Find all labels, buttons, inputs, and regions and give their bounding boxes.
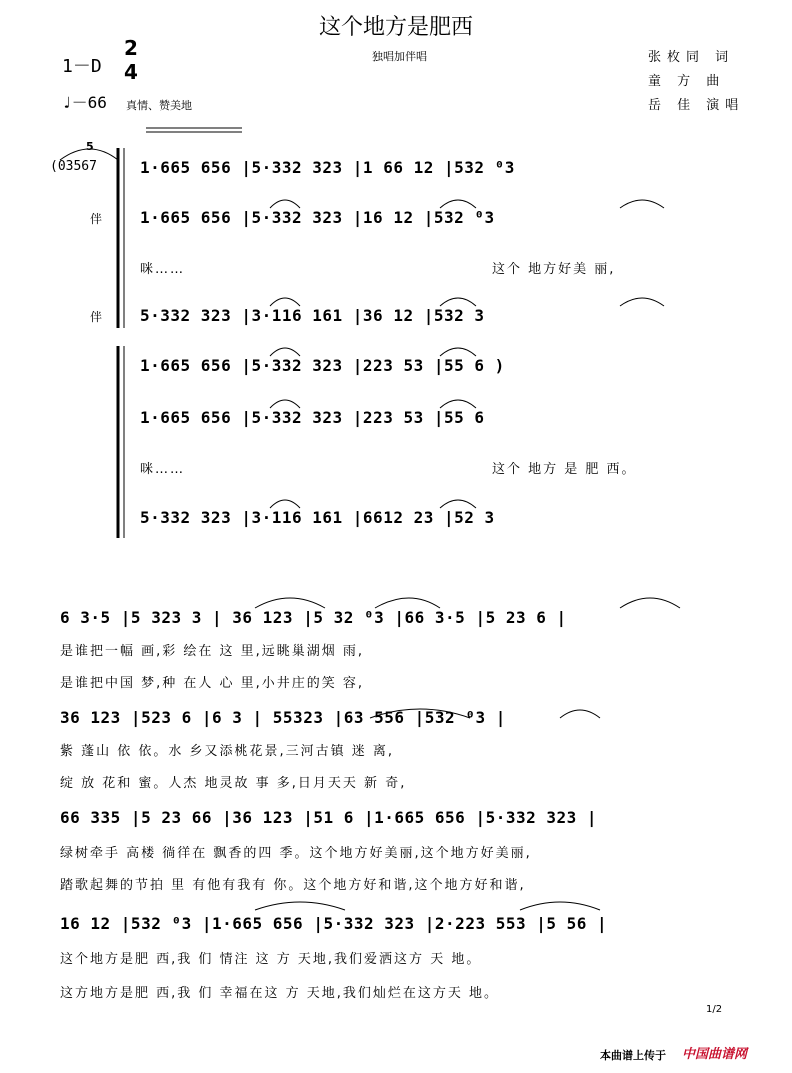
site-logo: 中国曲谱网 (682, 1047, 748, 1062)
system2-line: 1·665 656 |5·332 323 |223 53 |55 6 (140, 408, 485, 427)
credit-singer: 岳 佳 演唱 (648, 98, 745, 113)
key-signature: 1－D (62, 56, 102, 77)
slur (620, 598, 680, 608)
slur (520, 902, 600, 910)
part-label: 伴 (90, 310, 103, 324)
slur (255, 902, 345, 910)
slur (255, 598, 325, 608)
system2-lyric-right: 这个 地方 是 肥 西。 (492, 462, 637, 477)
quarter-note-icon: ♩ (62, 93, 72, 112)
slur (440, 500, 476, 508)
slur (620, 200, 664, 208)
footer-text: 本曲谱上传于 (600, 1049, 666, 1062)
melody-lyric: 踏歌起舞的节拍 里 有他有我有 你。这个地方好和谐,这个地方好和谐, (60, 878, 526, 893)
time-top: 2 (124, 36, 138, 60)
subtitle: 独唱加伴唱 (372, 50, 427, 63)
system1-line: 1·665 656 |5·332 323 |1 66 12 |532 ⁰3 (140, 158, 515, 177)
part-label: 伴 (90, 212, 103, 226)
slur (620, 298, 664, 306)
system1-line: 5·332 323 |3·116 161 |36 12 |532 3 (140, 306, 485, 325)
slur (440, 400, 476, 408)
melody-notes: 6 3·5 |5 323 3 | 36 123 |5 32 ⁰3 |66 3·5 |5 23 6 | (60, 608, 567, 627)
melody-lyric: 这方地方是肥 西,我 们 幸福在这 方 天地,我们灿烂在这方天 地。 (60, 986, 500, 1001)
system2-lyric-left: 咪…… (140, 462, 186, 477)
intro-notes: (03567 (50, 159, 97, 174)
slur (270, 348, 300, 356)
slur (560, 710, 600, 718)
credit-lyricist: 张枚同 词 (648, 50, 735, 65)
intro-count: 5 (86, 140, 94, 153)
page-title: 这个地方是肥西 (318, 15, 473, 40)
credit-composer: 童 方 曲 (648, 74, 726, 89)
slur (270, 500, 300, 508)
system1-line: 1·665 656 |5·332 323 |16 12 |532 ⁰3 (140, 208, 495, 227)
melody-notes: 66 335 |5 23 66 |36 123 |51 6 |1·665 656 |5·332 323 | (60, 808, 598, 827)
page-number: 1/2 (706, 1004, 723, 1015)
slur (270, 400, 300, 408)
slur (440, 298, 476, 306)
slur (440, 348, 476, 356)
tempo-value: －66 (71, 93, 107, 112)
slur (375, 598, 440, 608)
melody-lyric: 这个地方是肥 西,我 们 情注 这 方 天地,我们爱洒这方 天 地。 (60, 952, 482, 967)
slur (270, 200, 300, 208)
slur (270, 298, 300, 306)
melody-lyric: 紫 蓬山 依 依。水 乡又添桃花景,三河古镇 迷 离, (60, 744, 395, 759)
mood-marking: 真情、赞美地 (126, 99, 192, 112)
time-signature (124, 36, 138, 84)
melody-notes: 16 12 |532 ⁰3 |1·665 656 |5·332 323 |2·223 553 |5 56 | (60, 914, 608, 933)
time-bottom: 4 (124, 60, 138, 84)
melody-lyric: 是谁把一幅 画,彩 绘在 这 里,远眺巢湖烟 雨, (60, 644, 365, 659)
melody-lyric: 是谁把中国 梦,种 在人 心 里,小井庄的笑 容, (60, 676, 365, 691)
tempo-marking (62, 90, 107, 113)
melody-lyric: 绽 放 花和 蜜。人杰 地灵故 事 多,日月天天 新 奇, (60, 776, 407, 791)
system2-line: 5·332 323 |3·116 161 |6612 23 |52 3 (140, 508, 495, 527)
system1-lyric-right: 这个 地方好美 丽, (492, 262, 616, 277)
melody-lyric: 绿树牵手 高楼 徜徉在 飘香的四 季。这个地方好美丽,这个地方好美丽, (60, 846, 532, 861)
system2-line: 1·665 656 |5·332 323 |223 53 |55 6 ) (140, 356, 505, 375)
melody-notes: 36 123 |523 6 |6 3 | 55323 |63 556 |532 ⁰3 | (60, 708, 506, 727)
system1-lyric-left: 咪…… (140, 262, 186, 277)
slur (440, 200, 476, 208)
